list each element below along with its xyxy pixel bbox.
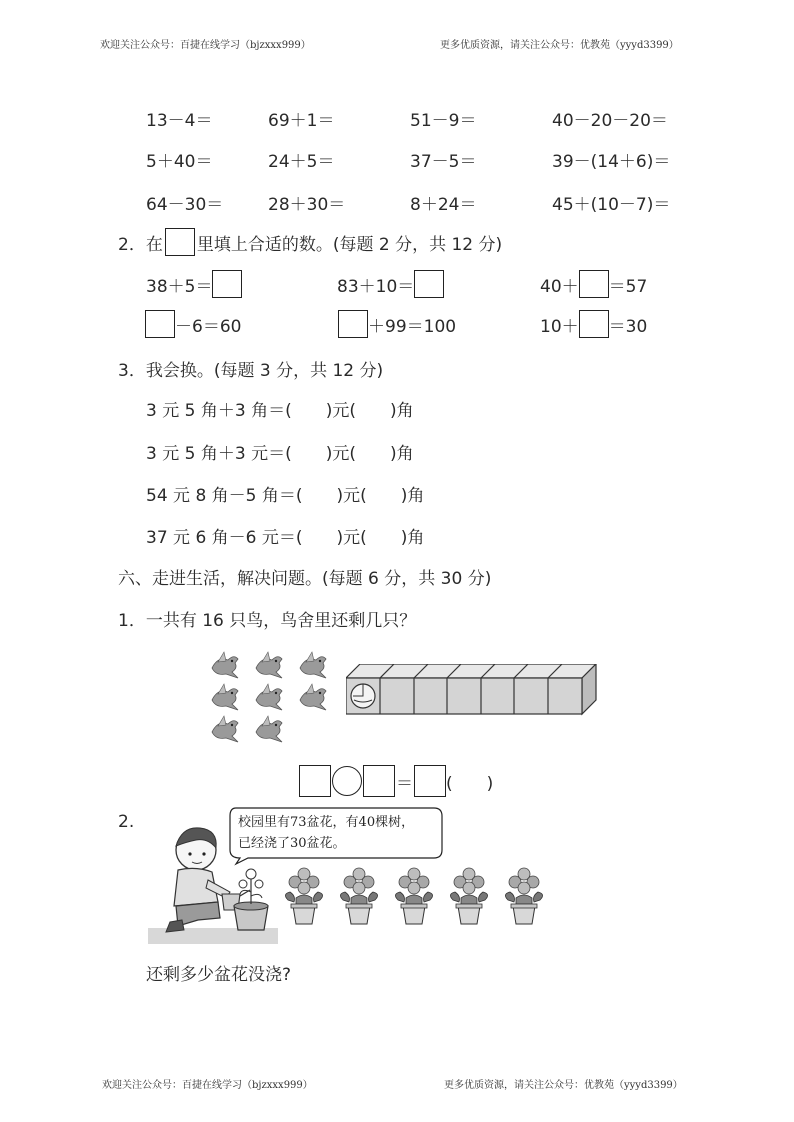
answer-box[interactable] (579, 310, 609, 338)
bird-icon (212, 652, 238, 678)
bird-icon (256, 684, 282, 710)
q2-item-6 (540, 310, 647, 338)
calc-r1c4: 40－20－20＝ (552, 111, 668, 131)
calc-r2c3: 37－5＝ (410, 152, 477, 172)
answer-box[interactable] (145, 310, 175, 338)
answer-box[interactable] (414, 765, 446, 797)
q2-item-4-post: －6＝60 (175, 316, 242, 337)
p1-unit-paren[interactable]: ( ) (446, 773, 494, 794)
q3-title: 3．我会换。(每题 3 分，共 12 分) (118, 361, 384, 381)
calc-r1c2: 69＋1＝ (268, 111, 335, 131)
birds-illustration (208, 650, 338, 750)
q3-item-3: 54 元 8 角－5 角＝( )元( )角 (146, 486, 425, 506)
p2-number: 2. (118, 812, 135, 832)
bird-icon (300, 684, 326, 710)
footer-right: 更多优质资源，请关注公众号：优教苑（yyyd3399） (444, 1080, 683, 1091)
bird-icon (256, 652, 282, 678)
header-right: 更多优质资源，请关注公众号：优教苑（yyyd3399） (440, 40, 679, 51)
calc-r3c2: 28＋30＝ (268, 195, 346, 215)
q2-item-4 (145, 310, 241, 338)
calc-r3c4: 45＋(10－7)＝ (552, 195, 671, 215)
q2-item-3 (540, 270, 647, 298)
section6-title: 六、走进生活，解决问题。(每题 6 分，共 30 分) (118, 569, 492, 589)
operator-circle[interactable] (332, 766, 362, 796)
q2-title-box (165, 228, 195, 256)
p1-answer-row (299, 765, 493, 797)
q2-item-1 (146, 270, 242, 298)
q2-item-1-pre: 38＋5＝ (146, 276, 213, 297)
calc-r1c3: 51－9＝ (410, 111, 477, 131)
header-left: 欢迎关注公众号：百捷在线学习（bjzxxx999） (100, 40, 311, 51)
calc-r1c1: 13－4＝ (146, 111, 213, 131)
calc-r3c1: 64－30＝ (146, 195, 224, 215)
footer-left: 欢迎关注公众号：百捷在线学习（bjzxxx999） (102, 1080, 313, 1091)
bird-icon (212, 716, 238, 742)
q2-item-6-post: ＝30 (608, 316, 648, 337)
q2-item-5-post: ＋99＝100 (368, 316, 457, 337)
flower-pot-icon (340, 868, 377, 924)
flower-pot-icon (505, 868, 542, 924)
calc-r2c1: 5＋40＝ (146, 152, 213, 172)
calc-r3c3: 8＋24＝ (410, 195, 477, 215)
p1-question: 1．一共有 16 只鸟，鸟舍里还剩几只？ (118, 611, 417, 631)
flower-pots-row (282, 862, 552, 932)
q2-title-post: 里填上合适的数。(每题 2 分，共 12 分) (196, 234, 503, 255)
bird-icon (212, 684, 238, 710)
p1-equals: ＝ (396, 773, 413, 794)
calc-r2c2: 24＋5＝ (268, 152, 335, 172)
flower-pot-icon (450, 868, 487, 924)
q2-item-5 (338, 310, 456, 338)
q2-item-2 (337, 270, 444, 298)
flower-pot-icon (395, 868, 432, 924)
answer-box[interactable] (363, 765, 395, 797)
p2-question: 还剩多少盆花没浇? (146, 965, 292, 985)
calc-r2c4: 39－(14＋6)＝ (552, 152, 671, 172)
bird-icon (300, 652, 326, 678)
birdhouse-row (346, 664, 598, 716)
answer-box[interactable] (579, 270, 609, 298)
q2-item-6-pre: 10＋ (540, 316, 579, 337)
bubble-line-1: 校园里有73盆花，有40棵树， (238, 815, 415, 830)
q2-item-3-pre: 40＋ (540, 276, 579, 297)
q2-title-pre: 2．在 (118, 234, 163, 255)
bird-icon (256, 716, 282, 742)
q3-item-4: 37 元 6 角－6 元＝( )元( )角 (146, 528, 425, 548)
answer-box[interactable] (299, 765, 331, 797)
answer-box[interactable] (414, 270, 444, 298)
q3-item-1: 3 元 5 角＋3 角＝( )元( )角 (146, 401, 414, 421)
q3-item-2: 3 元 5 角＋3 元＝( )元( )角 (146, 444, 414, 464)
flower-pot-icon (285, 868, 322, 924)
q2-title (118, 228, 502, 256)
answer-box[interactable] (212, 270, 242, 298)
answer-box[interactable] (338, 310, 368, 338)
q2-item-2-pre: 83＋10＝ (337, 276, 415, 297)
bubble-line-2: 已经浇了30盆花。 (238, 836, 346, 851)
q2-item-3-post: ＝57 (608, 276, 648, 297)
